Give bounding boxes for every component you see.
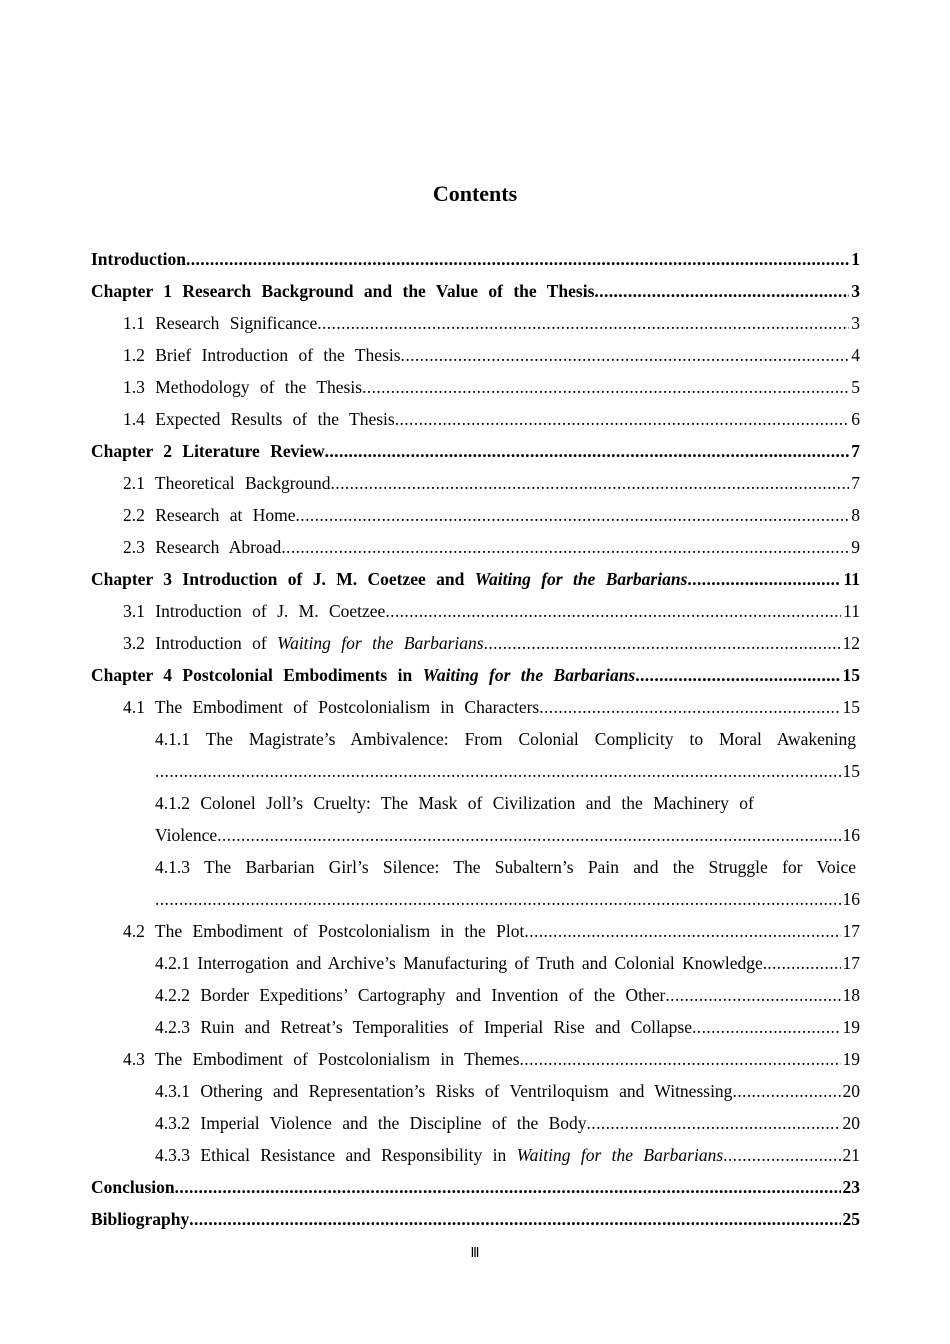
toc-entry-label-continued: Violence [155,825,218,845]
toc-entry-4-2-2[interactable] [91,979,860,1011]
toc-entry-conclusion[interactable] [91,1171,860,1203]
toc-entry-label: 4.3.1 Othering and Representation’s Risks of Ventriloquism and Witnessing [155,1081,733,1101]
toc-entry-label: 1.4 Expected Results of the Thesis [123,409,395,429]
page-title: Contents [432,181,518,206]
page-number-footer: Ⅲ [470,1246,480,1261]
dot-leader [594,275,849,307]
toc-entry-label: Introduction [91,249,186,269]
toc-entry-label: 2.1 Theoretical Background [123,473,331,493]
toc-page-number: 23 [842,1177,860,1197]
toc-entry-label: 4.3 The Embodiment of Postcolonialism in Themes [123,1049,520,1069]
dot-leader [692,1011,840,1043]
toc-label-text: Chapter 4 Postcolonial Embodiments in [91,665,423,685]
toc-page-number: 15 [842,697,860,717]
toc-page-number: 5 [851,377,860,397]
toc-entry-2-2[interactable] [91,499,860,531]
toc-entry-chapter-1[interactable] [91,275,860,307]
dot-leader [186,243,849,275]
dot-leader [317,307,849,339]
book-title: Waiting for the Barbarians [516,1145,724,1165]
toc-entry-3-2[interactable] [91,627,860,659]
dot-leader [484,627,841,659]
toc-entry-4-3-2[interactable] [91,1107,860,1139]
dot-leader [687,563,841,595]
toc-entry-label: Bibliography [91,1209,190,1229]
toc-label-text: 3.2 Introduction of [123,633,278,653]
book-title: Waiting for the Barbarians [474,569,688,589]
dot-leader [395,403,850,435]
dot-leader [331,467,850,499]
toc-entry-label: 4.2 The Embodiment of Postcolonialism in the Plot [123,921,525,941]
dot-leader [635,659,840,691]
dot-leader [325,435,850,467]
toc-entry-chapter-4[interactable] [91,659,860,691]
toc-page-number: 7 [851,441,860,461]
toc-entry-label: 4.3.2 Imperial Violence and the Discipline of the Body [155,1113,587,1133]
toc-page-number: 9 [851,537,860,557]
table-of-contents [91,243,860,1235]
toc-entry-1-4[interactable] [91,403,860,435]
dot-leader [362,371,849,403]
toc-entry-label: 4.2.1 Interrogation and Archive’s Manufacturing of Truth and Colonial Knowledge. [155,953,768,973]
dot-leader [732,1075,840,1107]
toc-page-number: 1 [851,249,860,269]
toc-entry-label: 4.1 The Embodiment of Postcolonialism in Characters [123,697,540,717]
toc-page-number: 12 [842,633,860,653]
toc-page-number: 18 [842,985,860,1005]
toc-entry-4-1-2[interactable] [91,787,860,851]
toc-page-number: 7 [851,473,860,493]
toc-entry-label: 1.2 Brief Introduction of the Thesis [123,345,401,365]
toc-entry-label [91,563,687,595]
dot-leader [155,883,841,915]
toc-entry-label: Conclusion [91,1177,175,1197]
toc-page-number: 4 [851,345,860,365]
toc-entry-4-2-1[interactable] [91,947,860,979]
toc-entry-1-3[interactable] [91,371,860,403]
toc-entry-label: 3.1 Introduction of J. M. Coetzee [123,601,386,621]
toc-entry-chapter-3[interactable] [91,563,860,595]
toc-page-number: 16 [842,889,860,909]
toc-entry-1-2[interactable] [91,339,860,371]
dot-leader [281,531,849,563]
toc-entry-label: 4.2.2 Border Expeditions’ Cartography and Invention of the Other [155,985,666,1005]
toc-page-number: 8 [851,505,860,525]
toc-entry-label [155,1139,723,1171]
toc-entry-label: 1.3 Methodology of the Thesis [123,377,363,397]
toc-entry-label [123,627,484,659]
toc-page-number: 3 [851,281,860,301]
dot-leader [401,339,850,371]
toc-entry-label [91,659,635,691]
toc-entry-4-3-1[interactable] [91,1075,860,1107]
toc-entry-3-1[interactable] [91,595,860,627]
toc-page-number: 3 [851,313,860,333]
toc-entry-4-3[interactable] [91,1043,860,1075]
dot-leader [524,915,840,947]
toc-entry-4-3-3[interactable] [91,1139,860,1171]
dot-leader [296,499,850,531]
toc-entry-4-2-3[interactable] [91,1011,860,1043]
toc-entry-4-1-1[interactable] [91,723,860,787]
dot-leader [217,819,840,851]
dot-leader [189,1203,840,1235]
dot-leader [175,1171,841,1203]
toc-entry-bibliography[interactable] [91,1203,860,1235]
toc-entry-label: 2.3 Research Abroad [123,537,282,557]
dot-leader [723,1139,840,1171]
toc-page-number: 20 [842,1113,860,1133]
toc-label-text: Chapter 3 Introduction of J. M. Coetzee and [91,569,475,589]
dot-leader [665,979,840,1011]
toc-entry-introduction[interactable] [91,243,860,275]
dot-leader [587,1107,841,1139]
toc-entry-label: 4.1.1 The Magistrate’s Ambivalence: From Colonial Complicity to Moral Awakening [155,729,856,749]
toc-page-number: 17 [842,953,860,973]
toc-page-number: 17 [842,921,860,941]
toc-page-number: 19 [842,1017,860,1037]
toc-page-number: 11 [843,601,860,621]
toc-entry-label: Chapter 2 Literature Review [91,441,325,461]
dot-leader [520,1043,841,1075]
toc-page-number: 20 [842,1081,860,1101]
toc-page-number: 21 [842,1145,860,1165]
toc-page-number: 15 [842,761,860,781]
book-title: Waiting for the Barbarians [277,633,484,653]
toc-page-number: 16 [842,825,860,845]
toc-entry-4-2[interactable] [91,915,860,947]
toc-entry-label: 2.2 Research at Home [123,505,296,525]
toc-entry-4-1[interactable] [91,691,860,723]
toc-label-text: 4.3.3 Ethical Resistance and Responsibility in [155,1145,517,1165]
dot-leader [385,595,841,627]
toc-entry-2-3[interactable] [91,531,860,563]
toc-entry-4-1-3[interactable] [91,851,860,915]
toc-entry-label: Chapter 1 Research Background and the Value of the Thesis [91,281,595,301]
dot-leader [539,691,840,723]
toc-entry-chapter-2[interactable] [91,435,860,467]
toc-page-number: 19 [842,1049,860,1069]
toc-entry-label: 4.2.3 Ruin and Retreat’s Temporalities of Imperial Rise and Collapse [155,1017,693,1037]
dot-leader [767,947,840,979]
book-title: Waiting for the Barbarians [422,665,636,685]
toc-page-number: 11 [843,569,860,589]
toc-page-number: 6 [851,409,860,429]
toc-entry-label: 4.1.3 The Barbarian Girl’s Silence: The Subaltern’s Pain and the Struggle for Voice [155,857,856,877]
toc-entry-1-1[interactable] [91,307,860,339]
toc-page-number: 25 [842,1209,860,1229]
toc-entry-label: 1.1 Research Significance [123,313,318,333]
toc-entry-2-1[interactable] [91,467,860,499]
toc-entry-label: 4.1.2 Colonel Joll’s Cruelty: The Mask of Civilization and the Machinery of [155,793,754,813]
dot-leader [155,755,841,787]
toc-page-number: 15 [842,665,860,685]
